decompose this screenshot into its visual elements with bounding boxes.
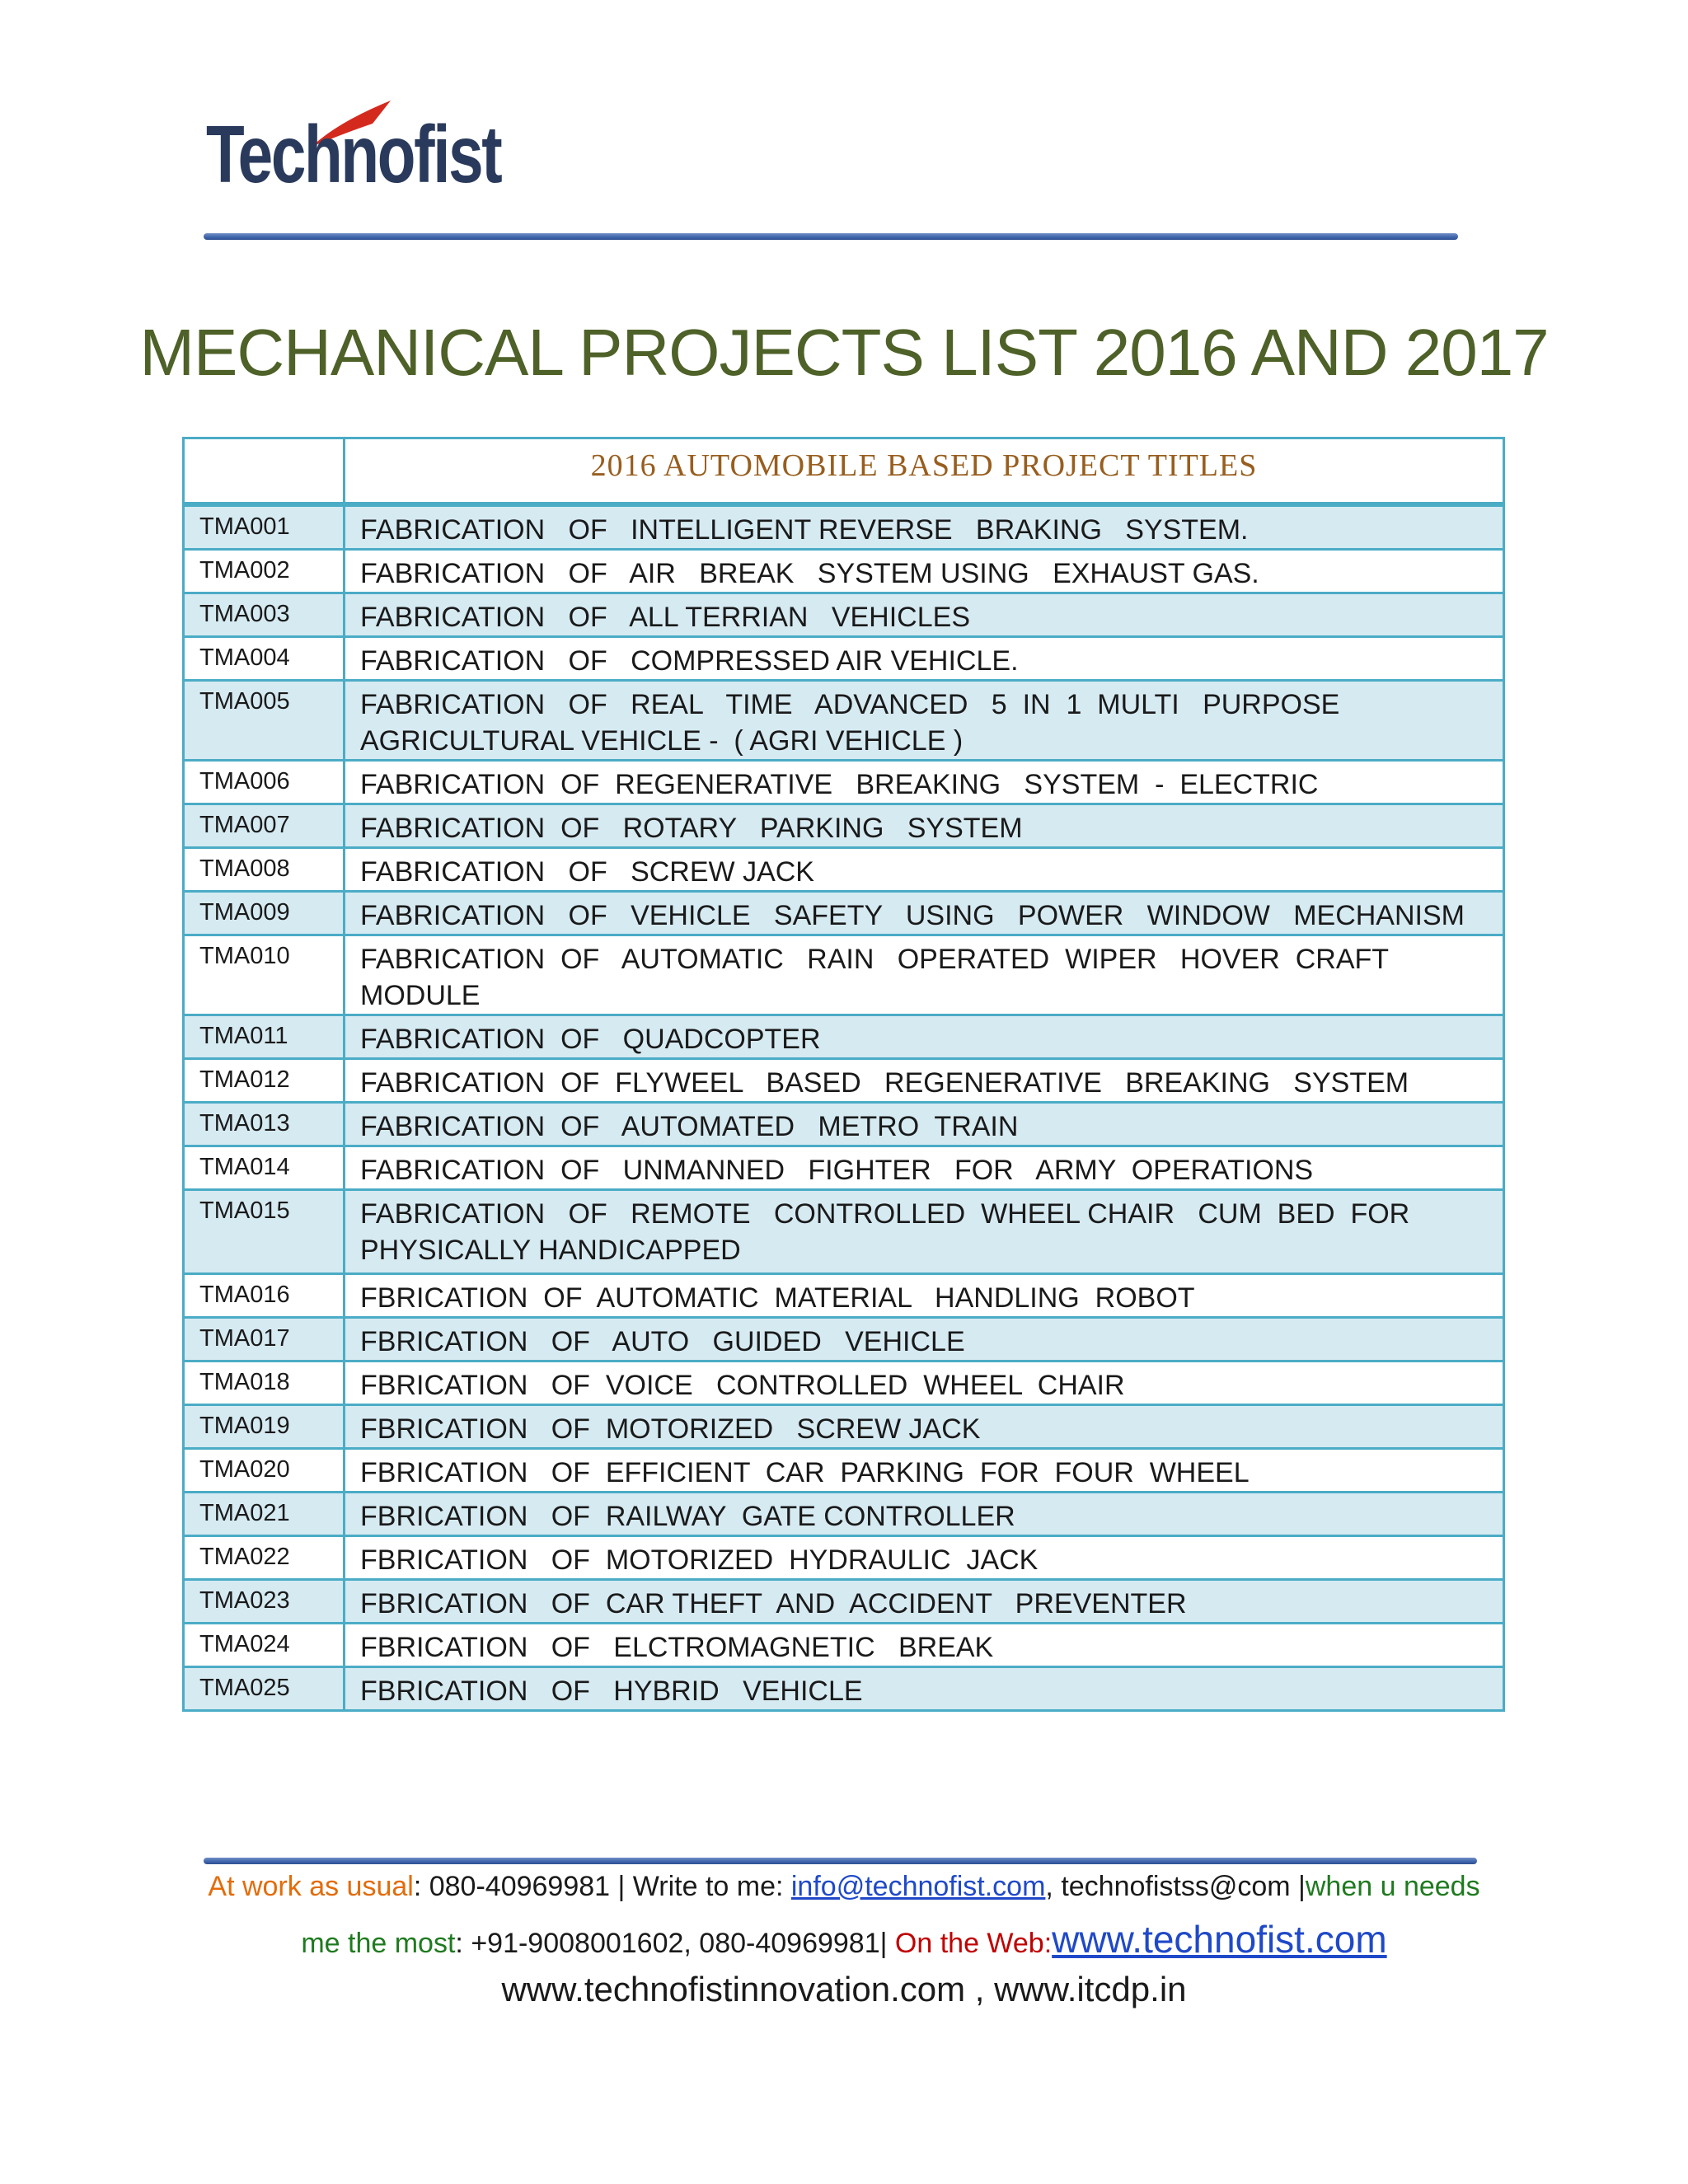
project-code-cell: TMA020 bbox=[184, 1448, 345, 1492]
project-title-cell: FABRICATION OF REAL TIME ADVANCED 5 IN 1 MULTI PURPOSE AGRICULTURAL VEHICLE - ( AGRI VEHICLE ) bbox=[345, 680, 1504, 760]
footer-divider bbox=[204, 1858, 1477, 1864]
footer-sites: www.technofistinnovation.com , www.itcdp.in bbox=[501, 1970, 1187, 2008]
project-code-cell: TMA011 bbox=[184, 1015, 345, 1058]
table-row bbox=[184, 680, 1504, 760]
table-row bbox=[184, 891, 1504, 935]
footer-line-1 bbox=[0, 1871, 1688, 1903]
footer-web-link[interactable]: www.technofist.com bbox=[1052, 1918, 1387, 1961]
projects-table bbox=[182, 437, 1505, 1712]
project-title-cell: FABRICATION OF INTELLIGENT REVERSE BRAKING SYSTEM. bbox=[345, 504, 1504, 550]
project-code-cell: TMA017 bbox=[184, 1317, 345, 1361]
project-title-cell: FABRICATION OF COMPRESSED AIR VEHICLE. bbox=[345, 636, 1504, 680]
project-code-cell: TMA002 bbox=[184, 549, 345, 593]
project-code-cell: TMA010 bbox=[184, 935, 345, 1015]
project-title-cell: FABRICATION OF REMOTE CONTROLLED WHEEL CHAIR CUM BED FOR PHYSICALLY HANDICAPPED bbox=[345, 1189, 1504, 1273]
project-code-cell: TMA016 bbox=[184, 1273, 345, 1317]
project-title-cell: FBRICATION OF AUTO GUIDED VEHICLE bbox=[345, 1317, 1504, 1361]
project-code-cell: TMA008 bbox=[184, 847, 345, 891]
table-row bbox=[184, 1535, 1504, 1579]
project-code-cell: TMA005 bbox=[184, 680, 345, 760]
project-title-cell: FABRICATION OF AUTOMATIC RAIN OPERATED WIPER HOVER CRAFT MODULE bbox=[345, 935, 1504, 1015]
table-row bbox=[184, 1189, 1504, 1273]
footer-needs-label-1: when u needs bbox=[1305, 1871, 1480, 1902]
project-title-cell: FABRICATION OF VEHICLE SAFETY USING POWER WINDOW MECHANISM bbox=[345, 891, 1504, 935]
project-title-cell: FABRICATION OF FLYWEEL BASED REGENERATIVE BREAKING SYSTEM bbox=[345, 1058, 1504, 1102]
table-header-empty-cell bbox=[184, 438, 345, 504]
project-code-cell: TMA023 bbox=[184, 1579, 345, 1623]
project-code-cell: TMA003 bbox=[184, 593, 345, 636]
project-title-cell: FBRICATION OF MOTORIZED HYDRAULIC JACK bbox=[345, 1535, 1504, 1579]
logo-text: Technofist bbox=[206, 109, 501, 199]
footer-needs-phone: : +91-9008001602, 080-40969981| bbox=[455, 1928, 895, 1959]
page-title: MECHANICAL PROJECTS LIST 2016 AND 2017 bbox=[139, 316, 1549, 389]
table-row bbox=[184, 1102, 1504, 1146]
technofist-logo bbox=[206, 99, 503, 206]
table-row bbox=[184, 1146, 1504, 1189]
table-row bbox=[184, 760, 1504, 804]
footer-work-phone: : 080-40969981 | Write to me: bbox=[413, 1871, 791, 1902]
table-row bbox=[184, 1058, 1504, 1102]
project-title-cell: FABRICATION OF AIR BREAK SYSTEM USING EXHAUST GAS. bbox=[345, 549, 1504, 593]
table-row bbox=[184, 1273, 1504, 1317]
table-row bbox=[184, 1623, 1504, 1666]
table-header-title: 2016 AUTOMOBILE BASED PROJECT TITLES bbox=[345, 438, 1504, 504]
project-title-cell: FBRICATION OF VOICE CONTROLLED WHEEL CHAIR bbox=[345, 1361, 1504, 1404]
table-row bbox=[184, 804, 1504, 847]
footer-email-link[interactable]: info@technofist.com bbox=[790, 1871, 1046, 1902]
header-divider bbox=[204, 233, 1458, 240]
table-row bbox=[184, 1579, 1504, 1623]
table-row bbox=[184, 1666, 1504, 1710]
project-code-cell: TMA007 bbox=[184, 804, 345, 847]
project-code-cell: TMA022 bbox=[184, 1535, 345, 1579]
table-row bbox=[184, 636, 1504, 680]
project-code-cell: TMA004 bbox=[184, 636, 345, 680]
project-code-cell: TMA014 bbox=[184, 1146, 345, 1189]
project-title-cell: FBRICATION OF AUTOMATIC MATERIAL HANDLING ROBOT bbox=[345, 1273, 1504, 1317]
table-row bbox=[184, 935, 1504, 1015]
footer-web-label: On the Web: bbox=[894, 1928, 1053, 1959]
project-title-cell: FABRICATION OF REGENERATIVE BREAKING SYSTEM - ELECTRIC bbox=[345, 760, 1504, 804]
project-code-cell: TMA015 bbox=[184, 1189, 345, 1273]
project-title-cell: FBRICATION OF HYBRID VEHICLE bbox=[345, 1666, 1504, 1710]
table-row bbox=[184, 847, 1504, 891]
project-code-cell: TMA018 bbox=[184, 1361, 345, 1404]
footer-needs-label-2: me the most bbox=[301, 1928, 456, 1959]
table-row bbox=[184, 593, 1504, 636]
table-row bbox=[184, 1361, 1504, 1404]
project-code-cell: TMA025 bbox=[184, 1666, 345, 1710]
table-header-row bbox=[184, 438, 1504, 504]
project-code-cell: TMA009 bbox=[184, 891, 345, 935]
table-row bbox=[184, 504, 1504, 550]
project-title-cell: FBRICATION OF EFFICIENT CAR PARKING FOR FOUR WHEEL bbox=[345, 1448, 1504, 1492]
footer-line-2 bbox=[0, 1917, 1688, 1961]
project-code-cell: TMA001 bbox=[184, 504, 345, 550]
table-row bbox=[184, 1317, 1504, 1361]
footer-email-extra: , technofistss@com | bbox=[1045, 1871, 1306, 1902]
table-row bbox=[184, 1448, 1504, 1492]
project-code-cell: TMA012 bbox=[184, 1058, 345, 1102]
project-title-cell: FBRICATION OF RAILWAY GATE CONTROLLER bbox=[345, 1492, 1504, 1535]
project-title-cell: FABRICATION OF ROTARY PARKING SYSTEM bbox=[345, 804, 1504, 847]
project-code-cell: TMA006 bbox=[184, 760, 345, 804]
project-title-cell: FABRICATION OF ALL TERRIAN VEHICLES bbox=[345, 593, 1504, 636]
project-title-cell: FABRICATION OF SCREW JACK bbox=[345, 847, 1504, 891]
table-row bbox=[184, 549, 1504, 593]
project-title-cell: FBRICATION OF ELCTROMAGNETIC BREAK bbox=[345, 1623, 1504, 1666]
project-code-cell: TMA021 bbox=[184, 1492, 345, 1535]
project-title-cell: FABRICATION OF UNMANNED FIGHTER FOR ARMY OPERATIONS bbox=[345, 1146, 1504, 1189]
project-title-cell: FABRICATION OF AUTOMATED METRO TRAIN bbox=[345, 1102, 1504, 1146]
table-row bbox=[184, 1015, 1504, 1058]
project-code-cell: TMA019 bbox=[184, 1404, 345, 1448]
table-row bbox=[184, 1404, 1504, 1448]
footer-work-label: At work as usual bbox=[208, 1871, 414, 1902]
project-code-cell: TMA024 bbox=[184, 1623, 345, 1666]
project-code-cell: TMA013 bbox=[184, 1102, 345, 1146]
project-title-cell: FBRICATION OF CAR THEFT AND ACCIDENT PREVENTER bbox=[345, 1579, 1504, 1623]
project-title-cell: FBRICATION OF MOTORIZED SCREW JACK bbox=[345, 1404, 1504, 1448]
table-row bbox=[184, 1492, 1504, 1535]
project-title-cell: FABRICATION OF QUADCOPTER bbox=[345, 1015, 1504, 1058]
